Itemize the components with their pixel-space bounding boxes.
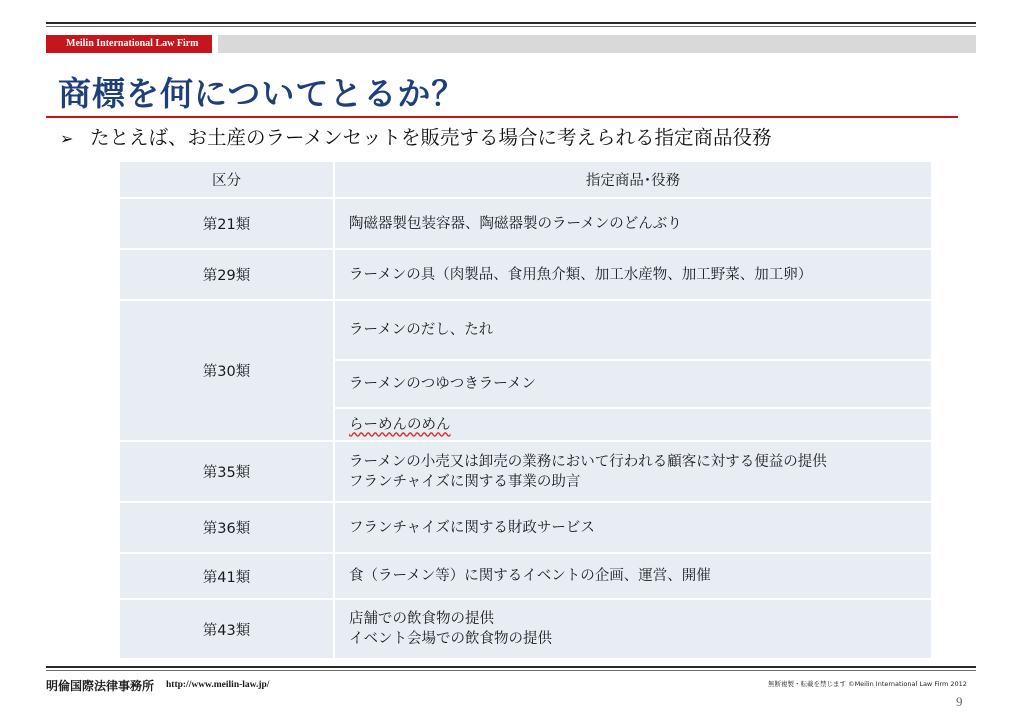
table-row — [119, 198, 932, 249]
goods-text-spellcheck: らーめんのめん — [349, 416, 451, 433]
class-cell: 第43類 — [119, 599, 334, 659]
footer-rule-top — [46, 666, 976, 668]
goods-cell — [334, 599, 932, 659]
header-rule-top — [46, 22, 976, 24]
goods-cell: ラーメンの具（肉製品、食用魚介類、加工水産物、加工野菜、加工卵） — [334, 249, 932, 300]
class-cell: 第36類 — [119, 502, 334, 553]
goods-cell: 陶磁器製包装容器、陶磁器製のラーメンのどんぶり — [334, 198, 932, 249]
goods-cell — [334, 408, 932, 441]
class-cell: 第35類 — [119, 441, 334, 502]
page-number: 9 — [956, 694, 963, 709]
page-title: 商標を何についてとるか？ — [58, 74, 466, 113]
footer-url: http://www.meilin-law.jp/ — [166, 680, 270, 690]
goods-line: イベント会場での飲食物の提供 — [349, 631, 552, 647]
footer-copyright: 無断複製・転載を禁じます ©Meilin International Law Firm 2012 — [768, 680, 967, 688]
table-row — [119, 300, 932, 360]
goods-cell: 食（ラーメン等）に関するイベントの企画、運営、開催 — [334, 553, 932, 599]
class-cell: 第21類 — [119, 198, 334, 249]
table-row — [119, 249, 932, 300]
footer-firm-name: 明倫国際法律事務所 — [46, 679, 155, 693]
header-rule-thin — [46, 26, 976, 27]
table-row — [119, 502, 932, 553]
subtitle-text: たとえば、お土産のラーメンセットを販売する場合に考えられる指定商品役務 — [90, 126, 772, 149]
table-row — [119, 553, 932, 599]
footer-rule-thin — [46, 670, 976, 671]
table-header-row — [119, 161, 932, 198]
goods-cell: ラーメンのだし、たれ — [334, 300, 932, 360]
subtitle — [60, 124, 772, 153]
bullet-arrow-icon: ➢ — [60, 129, 74, 148]
goods-cell: フランチャイズに関する財政サービス — [334, 502, 932, 553]
goods-line: ラーメンの小売又は卸売の業務において行われる顧客に対する便益の提供 — [349, 453, 827, 470]
goods-cell — [334, 441, 932, 502]
title-underline — [46, 116, 958, 118]
goods-cell: ラーメンのつゆつきラーメン — [334, 360, 932, 408]
goods-line: 店舗での飲食物の提供 — [349, 611, 494, 627]
header-grey-bar — [218, 35, 976, 53]
class-cell: 第29類 — [119, 249, 334, 300]
class-cell: 第41類 — [119, 553, 334, 599]
table-row — [119, 599, 932, 659]
header-class: 区分 — [119, 161, 334, 198]
goods-line: フランチャイズに関する事業の助言 — [349, 473, 581, 490]
designated-goods-table — [118, 160, 933, 660]
firm-tag: Meilin International Law Firm — [46, 35, 212, 53]
header-goods-services: 指定商品･役務 — [334, 161, 932, 198]
class-cell: 第30類 — [119, 300, 334, 441]
table-row — [119, 441, 932, 502]
